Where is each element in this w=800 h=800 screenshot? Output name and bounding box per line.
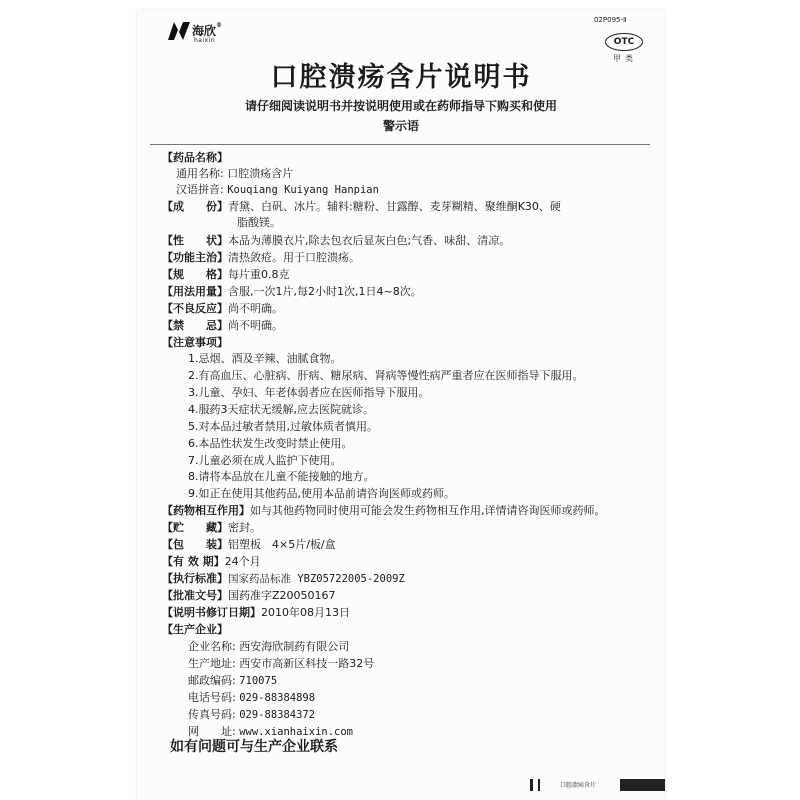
section-appearance — [162, 234, 510, 248]
section-label: 【用法用量】 — [162, 285, 228, 298]
section-value: 尚不明确。 — [228, 302, 283, 315]
section-label: 【功能主治】 — [162, 251, 228, 264]
section-indications — [162, 251, 360, 265]
field-label: 汉语拼音: — [176, 183, 224, 196]
section-label: 【注意事项】 — [162, 336, 228, 349]
field-value: www.xianhaixin.com — [239, 726, 354, 738]
section-label: 【药品名称】 — [162, 151, 228, 164]
section-value: 2010年08月13日 — [261, 606, 350, 619]
section-standard — [162, 572, 405, 586]
section-label: 【禁 忌】 — [162, 319, 228, 332]
section-dosage — [162, 285, 422, 299]
footer-strip — [530, 779, 665, 791]
field-label: 网 址: — [188, 725, 236, 738]
section-value: 青黛、白矾、冰片。辅料:糖粉、甘露醇、麦芽糊精、聚维酮K30、硬 — [228, 200, 561, 213]
section-value: 密封。 — [228, 521, 261, 534]
footer-label: 口腔溃疡含片 — [560, 782, 597, 789]
precaution-item: 5.对本品过敏者禁用,过敏体质者慎用。 — [188, 420, 378, 433]
section-value: 每片重0.8克 — [228, 268, 290, 281]
section-value: 国家药品标准 YBZ05722005-2009Z — [228, 573, 405, 585]
section-label: 【规 格】 — [162, 268, 228, 281]
precaution-item: 9.如正在使用其他药品,使用本品前请咨询医师或药师。 — [188, 487, 455, 500]
page-title: 口腔溃疡含片说明书 — [270, 62, 532, 93]
section-label: 【药物相互作用】 — [162, 504, 250, 517]
field-label: 企业名称: — [188, 640, 236, 653]
section-value: 24个月 — [224, 555, 261, 568]
otc-class: 甲类 — [613, 54, 637, 63]
brand-mark-icon — [168, 20, 190, 42]
section-label: 【成 份】 — [162, 200, 228, 213]
precaution-item: 1.忌烟、酒及辛辣、油腻食物。 — [188, 352, 342, 365]
address-row — [188, 657, 374, 671]
section-storage — [162, 521, 261, 535]
footer-bar — [620, 779, 665, 791]
section-label: 【贮 藏】 — [162, 521, 228, 534]
precaution-item: 6.本品性状发生改变时禁止使用。 — [188, 437, 353, 450]
footer-bar — [538, 779, 540, 791]
section-approval — [162, 589, 336, 603]
section-value: 尚不明确。 — [228, 319, 283, 332]
company-row — [188, 640, 349, 654]
brand-sub: haixin — [194, 37, 216, 44]
top-divider — [150, 144, 650, 145]
field-label: 电话号码: — [188, 691, 236, 704]
section-package — [162, 538, 336, 552]
section-ingredients — [162, 200, 561, 214]
field-label: 通用名称: — [176, 167, 224, 180]
precaution-item: 8.请将本品放在儿童不能接触的地方。 — [188, 470, 375, 483]
precaution-item: 3.儿童、孕妇、年老体弱者应在医师指导下服用。 — [188, 386, 430, 399]
precaution-item: 7.儿童必须在成人监护下使用。 — [188, 454, 342, 467]
registered-mark: ® — [216, 22, 223, 29]
field-value: Kouqiang Kuiyang Hanpian — [227, 184, 379, 196]
section-value: 铝塑板 4×5片/板/盒 — [228, 538, 336, 551]
otc-badge: OTC — [605, 33, 643, 51]
fax-row — [188, 708, 315, 722]
section-label: 【不良反应】 — [162, 302, 228, 315]
section-label: 【包 装】 — [162, 538, 228, 551]
field-label: 邮政编码: — [188, 674, 236, 687]
warning-heading: 警示语 — [382, 119, 419, 133]
pinyin-row — [176, 183, 379, 197]
section-validity — [162, 555, 261, 569]
section-value: 如与其他药物同时使用可能会发生药物相互作用,详情请咨询医师或药师。 — [250, 504, 606, 517]
ingredients-continued: 脂酸镁。 — [237, 216, 281, 229]
precaution-item: 4.服药3天症状无缓解,应去医院就诊。 — [188, 403, 374, 416]
section-precautions — [162, 336, 228, 350]
section-label: 【生产企业】 — [162, 623, 228, 636]
section-interactions — [162, 504, 606, 518]
generic-name-row — [176, 167, 293, 181]
section-drug-name — [162, 151, 228, 165]
brand-name: 海欣® — [192, 22, 223, 38]
postcode-row — [188, 674, 277, 688]
contact-note: 如有问题可与生产企业联系 — [170, 739, 338, 755]
field-value: 西安海欣制药有限公司 — [239, 640, 350, 653]
section-contraindications — [162, 319, 283, 333]
field-label: 传真号码: — [188, 708, 236, 721]
section-label: 【批准文号】 — [162, 589, 228, 602]
field-value: 710075 — [239, 675, 278, 687]
doc-code: 02P095-Ⅱ — [594, 16, 627, 24]
section-value: 国药准字Z20050167 — [228, 589, 336, 602]
field-value: 029-88384372 — [239, 709, 316, 721]
phone-row — [188, 691, 315, 705]
section-value: 含服,一次1片,每2小时1次,1日4~8次。 — [228, 285, 422, 298]
footer-bar — [530, 779, 533, 791]
section-value: 本品为薄膜衣片,除去包衣后显灰白色;气香、味甜、清凉。 — [228, 234, 511, 247]
page-subtitle: 请仔细阅读说明书并按说明使用或在药师指导下购买和使用 — [244, 99, 557, 113]
field-value: 029-88384898 — [239, 692, 316, 704]
section-label: 【性 状】 — [162, 234, 228, 247]
section-value: 清热敛疮。用于口腔溃疡。 — [228, 251, 360, 264]
section-adverse — [162, 302, 283, 316]
field-value: 口腔溃疡含片 — [227, 167, 294, 180]
section-revision — [162, 606, 350, 620]
precaution-item: 2.有高血压、心脏病、肝病、糖尿病、肾病等慢性病严重者应在医师指导下服用。 — [188, 369, 584, 382]
section-spec — [162, 268, 290, 282]
section-manufacturer — [162, 623, 228, 637]
field-label: 生产地址: — [188, 657, 236, 670]
brand-logo — [168, 20, 238, 50]
section-label: 【说明书修订日期】 — [162, 606, 261, 619]
field-value: 西安市高新区科技一路32号 — [239, 657, 375, 670]
section-label: 【有 效 期】 — [162, 555, 225, 568]
section-label: 【执行标准】 — [162, 572, 228, 585]
